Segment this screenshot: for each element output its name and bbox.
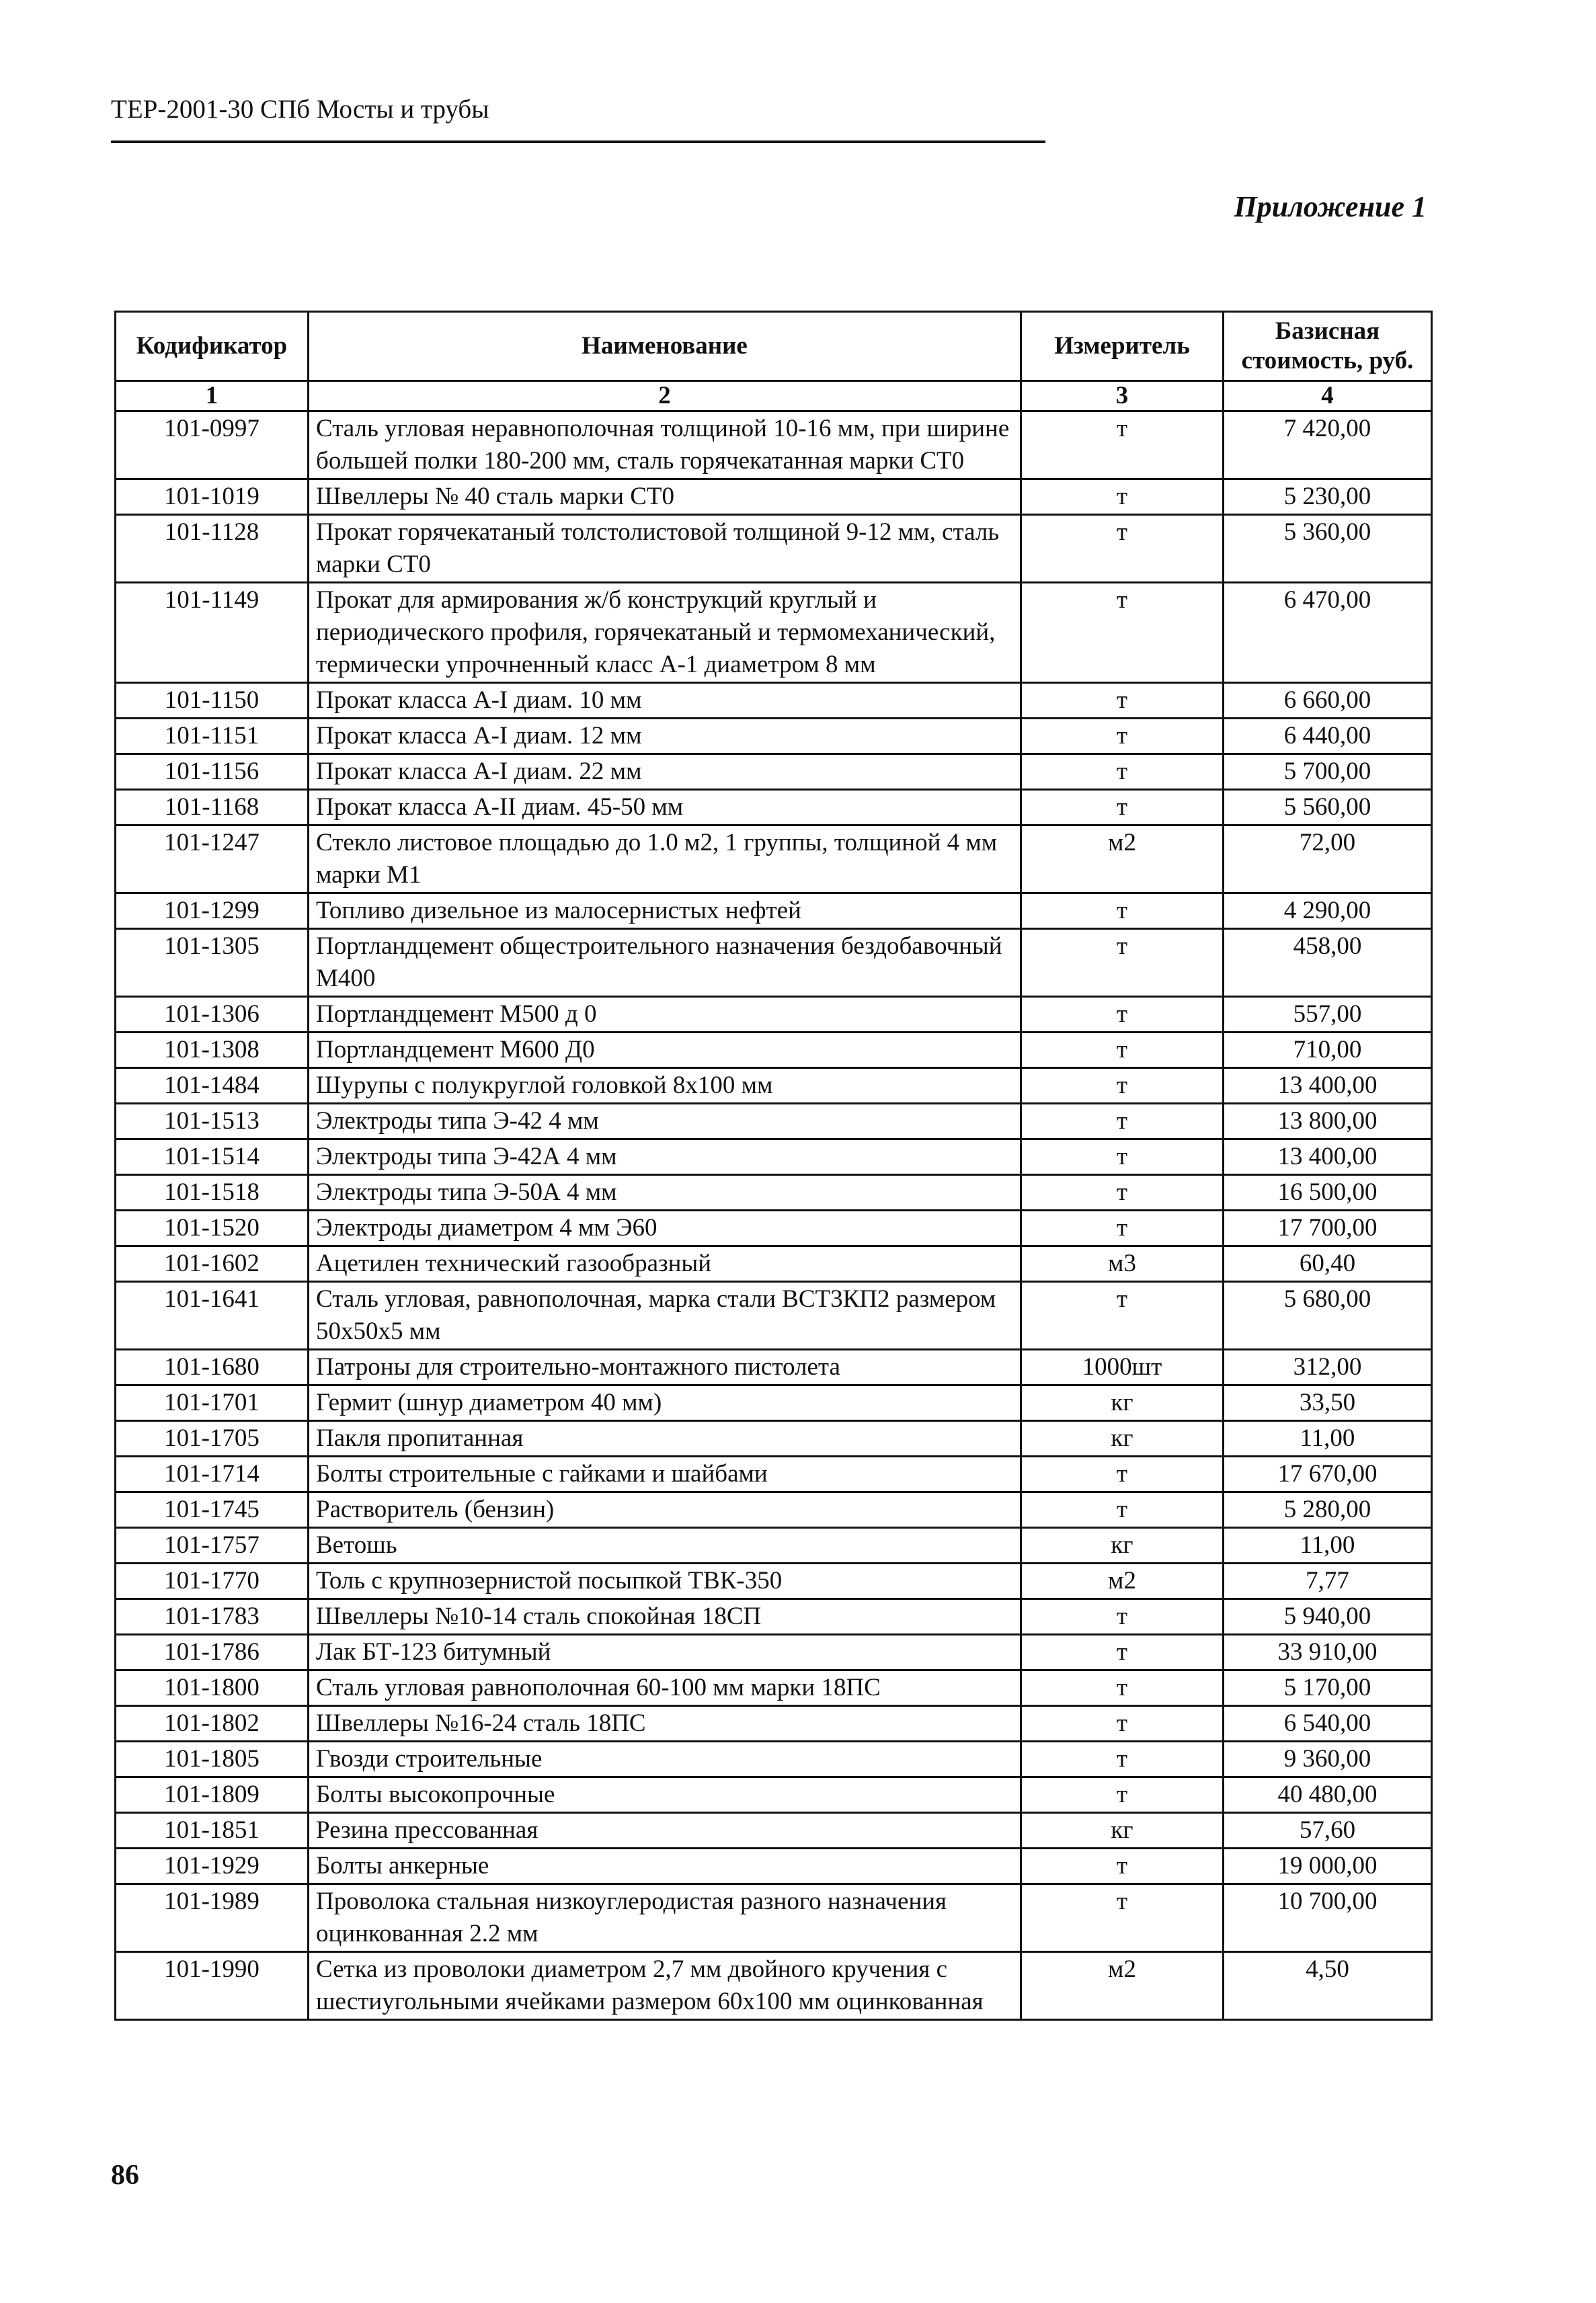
row-name: Прокат класса А-I диам. 22 мм [309, 754, 1021, 790]
table-row [116, 479, 1432, 515]
row-name: Шурупы с полукруглой головкой 8х100 мм [309, 1068, 1021, 1104]
row-price: 6 440,00 [1224, 719, 1432, 754]
row-unit: т [1021, 1742, 1224, 1777]
row-code: 101-1809 [116, 1777, 309, 1813]
row-unit: т [1021, 719, 1224, 754]
page-number: 86 [111, 2160, 139, 2191]
column-number: 2 [309, 381, 1021, 411]
row-price: 33,50 [1224, 1385, 1432, 1421]
table-row [116, 1813, 1432, 1849]
table-row [116, 929, 1432, 997]
row-code: 101-1513 [116, 1104, 309, 1139]
table-row [116, 1564, 1432, 1599]
row-code: 101-1989 [116, 1884, 309, 1952]
row-code: 101-1247 [116, 825, 309, 893]
table-row [116, 1175, 1432, 1211]
table-row [116, 1492, 1432, 1528]
row-name: Топливо дизельное из малосернистых нефтей [309, 893, 1021, 929]
appendix-label: Приложение 1 [1234, 190, 1427, 223]
table-row [116, 1350, 1432, 1385]
price-table [114, 311, 1433, 2021]
header-code: Кодификатор [116, 312, 309, 381]
table-row [116, 997, 1432, 1033]
row-name: Портландцемент М600 Д0 [309, 1033, 1021, 1068]
row-unit: т [1021, 1599, 1224, 1635]
row-code: 101-1520 [116, 1211, 309, 1246]
row-unit: т [1021, 1033, 1224, 1068]
table-row [116, 1884, 1432, 1952]
row-price: 60,40 [1224, 1246, 1432, 1282]
row-unit: т [1021, 929, 1224, 997]
row-name: Портландцемент М500 д 0 [309, 997, 1021, 1033]
row-unit: кг [1021, 1385, 1224, 1421]
row-name: Электроды диаметром 4 мм Э60 [309, 1211, 1021, 1246]
row-price: 40 480,00 [1224, 1777, 1432, 1813]
row-code: 101-1514 [116, 1139, 309, 1175]
row-name: Швеллеры №10-14 сталь спокойная 18СП [309, 1599, 1021, 1635]
row-unit: т [1021, 1457, 1224, 1492]
row-price: 11,00 [1224, 1528, 1432, 1564]
row-code: 101-1745 [116, 1492, 309, 1528]
table-header-row [116, 312, 1432, 381]
row-name: Проволока стальная низкоуглеродистая разного назначения оцинкованная 2.2 мм [309, 1884, 1021, 1952]
row-price: 11,00 [1224, 1421, 1432, 1457]
row-code: 101-1128 [116, 515, 309, 583]
row-name: Гермит (шнур диаметром 40 мм) [309, 1385, 1021, 1421]
table-row [116, 1139, 1432, 1175]
header-unit: Измеритель [1021, 312, 1224, 381]
row-unit: т [1021, 893, 1224, 929]
table-row [116, 515, 1432, 583]
column-number: 3 [1021, 381, 1224, 411]
row-price: 5 700,00 [1224, 754, 1432, 790]
row-price: 13 800,00 [1224, 1104, 1432, 1139]
row-price: 6 470,00 [1224, 583, 1432, 683]
row-unit: 1000шт [1021, 1350, 1224, 1385]
row-unit: т [1021, 479, 1224, 515]
row-unit: т [1021, 515, 1224, 583]
row-price: 5 680,00 [1224, 1282, 1432, 1350]
row-code: 101-1518 [116, 1175, 309, 1211]
row-price: 10 700,00 [1224, 1884, 1432, 1952]
row-code: 101-1701 [116, 1385, 309, 1421]
row-name: Прокат горячекатаный толстолистовой толщиной 9-12 мм, сталь марки СТ0 [309, 515, 1021, 583]
document-header-title: ТЕР-2001-30 СПб Мосты и трубы [111, 95, 489, 124]
row-unit: т [1021, 1139, 1224, 1175]
table-row [116, 893, 1432, 929]
row-code: 101-0997 [116, 411, 309, 479]
row-price: 4,50 [1224, 1952, 1432, 2020]
row-unit: т [1021, 411, 1224, 479]
table-row [116, 1599, 1432, 1635]
row-unit: т [1021, 1282, 1224, 1350]
row-price: 17 700,00 [1224, 1211, 1432, 1246]
row-code: 101-1299 [116, 893, 309, 929]
row-code: 101-1770 [116, 1564, 309, 1599]
row-code: 101-1805 [116, 1742, 309, 1777]
row-code: 101-1990 [116, 1952, 309, 2020]
row-unit: т [1021, 1777, 1224, 1813]
header-price: Базисная стоимость, руб. [1224, 312, 1432, 381]
row-unit: т [1021, 583, 1224, 683]
table-row [116, 1421, 1432, 1457]
row-price: 6 540,00 [1224, 1706, 1432, 1742]
row-unit: м3 [1021, 1246, 1224, 1282]
row-price: 5 560,00 [1224, 790, 1432, 825]
table-row [116, 1457, 1432, 1492]
row-code: 101-1019 [116, 479, 309, 515]
table-row [116, 1282, 1432, 1350]
row-price: 7 420,00 [1224, 411, 1432, 479]
row-code: 101-1786 [116, 1635, 309, 1670]
table-row [116, 1670, 1432, 1706]
row-unit: т [1021, 683, 1224, 719]
row-name: Прокат класса А-I диам. 10 мм [309, 683, 1021, 719]
row-unit: т [1021, 1670, 1224, 1706]
row-name: Электроды типа Э-42 4 мм [309, 1104, 1021, 1139]
row-name: Электроды типа Э-42А 4 мм [309, 1139, 1021, 1175]
row-name: Резина прессованная [309, 1813, 1021, 1849]
row-code: 101-1149 [116, 583, 309, 683]
row-name: Болты высокопрочные [309, 1777, 1021, 1813]
row-unit: т [1021, 790, 1224, 825]
row-code: 101-1168 [116, 790, 309, 825]
row-price: 57,60 [1224, 1813, 1432, 1849]
row-name: Швеллеры №16-24 сталь 18ПС [309, 1706, 1021, 1742]
row-price: 33 910,00 [1224, 1635, 1432, 1670]
header-name: Наименование [309, 312, 1021, 381]
row-name: Прокат класса А-I диам. 12 мм [309, 719, 1021, 754]
row-code: 101-1602 [116, 1246, 309, 1282]
table-row [116, 1777, 1432, 1813]
table-row [116, 790, 1432, 825]
row-price: 458,00 [1224, 929, 1432, 997]
column-number: 1 [116, 381, 309, 411]
row-name: Швеллеры № 40 сталь марки СТ0 [309, 479, 1021, 515]
row-unit: м2 [1021, 825, 1224, 893]
table-row [116, 825, 1432, 893]
row-name: Болты анкерные [309, 1849, 1021, 1884]
table-row [116, 1033, 1432, 1068]
row-code: 101-1484 [116, 1068, 309, 1104]
row-name: Прокат для армирования ж/б конструкций круглый и периодического профиля, горячекатаный и термомеханический, термически упрочненный класс А-1 диаметром 8 мм [309, 583, 1021, 683]
table-row [116, 1635, 1432, 1670]
row-name: Ацетилен технический газообразный [309, 1246, 1021, 1282]
row-price: 557,00 [1224, 997, 1432, 1033]
row-price: 710,00 [1224, 1033, 1432, 1068]
row-unit: кг [1021, 1528, 1224, 1564]
row-name: Сталь угловая равнополочная 60-100 мм марки 18ПС [309, 1670, 1021, 1706]
row-unit: м2 [1021, 1952, 1224, 2020]
row-name: Лак БТ-123 битумный [309, 1635, 1021, 1670]
table-row [116, 1385, 1432, 1421]
table-row [116, 1104, 1432, 1139]
row-unit: т [1021, 1068, 1224, 1104]
row-unit: т [1021, 1211, 1224, 1246]
table-body [116, 411, 1432, 2020]
row-unit: т [1021, 1884, 1224, 1952]
row-price: 312,00 [1224, 1350, 1432, 1385]
row-price: 13 400,00 [1224, 1139, 1432, 1175]
row-code: 101-1150 [116, 683, 309, 719]
table-row [116, 1952, 1432, 2020]
row-name: Гвозди строительные [309, 1742, 1021, 1777]
table-row [116, 1849, 1432, 1884]
row-code: 101-1305 [116, 929, 309, 997]
row-price: 5 170,00 [1224, 1670, 1432, 1706]
row-price: 6 660,00 [1224, 683, 1432, 719]
row-name: Растворитель (бензин) [309, 1492, 1021, 1528]
table-row [116, 754, 1432, 790]
row-code: 101-1851 [116, 1813, 309, 1849]
header-divider [111, 140, 1045, 143]
row-unit: м2 [1021, 1564, 1224, 1599]
row-unit: т [1021, 1706, 1224, 1742]
row-name: Пакля пропитанная [309, 1421, 1021, 1457]
table-row [116, 1246, 1432, 1282]
row-code: 101-1680 [116, 1350, 309, 1385]
row-code: 101-1783 [116, 1599, 309, 1635]
table-row [116, 1528, 1432, 1564]
row-price: 5 230,00 [1224, 479, 1432, 515]
table-row [116, 719, 1432, 754]
row-code: 101-1306 [116, 997, 309, 1033]
table-row [116, 1742, 1432, 1777]
row-unit: т [1021, 997, 1224, 1033]
row-price: 17 670,00 [1224, 1457, 1432, 1492]
row-unit: кг [1021, 1813, 1224, 1849]
row-code: 101-1156 [116, 754, 309, 790]
row-price: 72,00 [1224, 825, 1432, 893]
table-row [116, 1211, 1432, 1246]
row-price: 7,77 [1224, 1564, 1432, 1599]
row-unit: т [1021, 754, 1224, 790]
row-unit: т [1021, 1849, 1224, 1884]
row-code: 101-1714 [116, 1457, 309, 1492]
row-code: 101-1151 [116, 719, 309, 754]
row-price: 13 400,00 [1224, 1068, 1432, 1104]
row-name: Болты строительные с гайками и шайбами [309, 1457, 1021, 1492]
row-name: Сталь угловая, равнополочная, марка стали ВСТ3КП2 размером 50х50х5 мм [309, 1282, 1021, 1350]
row-name: Сетка из проволоки диаметром 2,7 мм двойного кручения с шестиугольными ячейками размером 60х100 мм оцинкованная [309, 1952, 1021, 2020]
table-row [116, 683, 1432, 719]
row-price: 5 280,00 [1224, 1492, 1432, 1528]
row-name: Патроны для строительно-монтажного пистолета [309, 1350, 1021, 1385]
row-name: Стекло листовое площадью до 1.0 м2, 1 группы, толщиной 4 мм марки М1 [309, 825, 1021, 893]
table-row [116, 583, 1432, 683]
row-code: 101-1802 [116, 1706, 309, 1742]
row-unit: кг [1021, 1421, 1224, 1457]
row-code: 101-1800 [116, 1670, 309, 1706]
row-code: 101-1641 [116, 1282, 309, 1350]
row-name: Ветошь [309, 1528, 1021, 1564]
table-row [116, 1706, 1432, 1742]
table-row [116, 411, 1432, 479]
row-name: Прокат класса А-II диам. 45-50 мм [309, 790, 1021, 825]
row-code: 101-1757 [116, 1528, 309, 1564]
row-price: 4 290,00 [1224, 893, 1432, 929]
row-price: 9 360,00 [1224, 1742, 1432, 1777]
row-code: 101-1929 [116, 1849, 309, 1884]
row-unit: т [1021, 1492, 1224, 1528]
column-number: 4 [1224, 381, 1432, 411]
row-name: Толь с крупнозернистой посыпкой ТВК-350 [309, 1564, 1021, 1599]
row-price: 16 500,00 [1224, 1175, 1432, 1211]
row-price: 19 000,00 [1224, 1849, 1432, 1884]
row-code: 101-1308 [116, 1033, 309, 1068]
column-number-row [116, 381, 1432, 411]
row-name: Портландцемент общестроительного назначения бездобавочный М400 [309, 929, 1021, 997]
row-price: 5 360,00 [1224, 515, 1432, 583]
row-name: Сталь угловая неравнополочная толщиной 10-16 мм, при ширине большей полки 180-200 мм, сталь горячекатанная марки СТ0 [309, 411, 1021, 479]
row-name: Электроды типа Э-50А 4 мм [309, 1175, 1021, 1211]
row-unit: т [1021, 1104, 1224, 1139]
row-unit: т [1021, 1635, 1224, 1670]
row-code: 101-1705 [116, 1421, 309, 1457]
row-price: 5 940,00 [1224, 1599, 1432, 1635]
table-row [116, 1068, 1432, 1104]
row-unit: т [1021, 1175, 1224, 1211]
